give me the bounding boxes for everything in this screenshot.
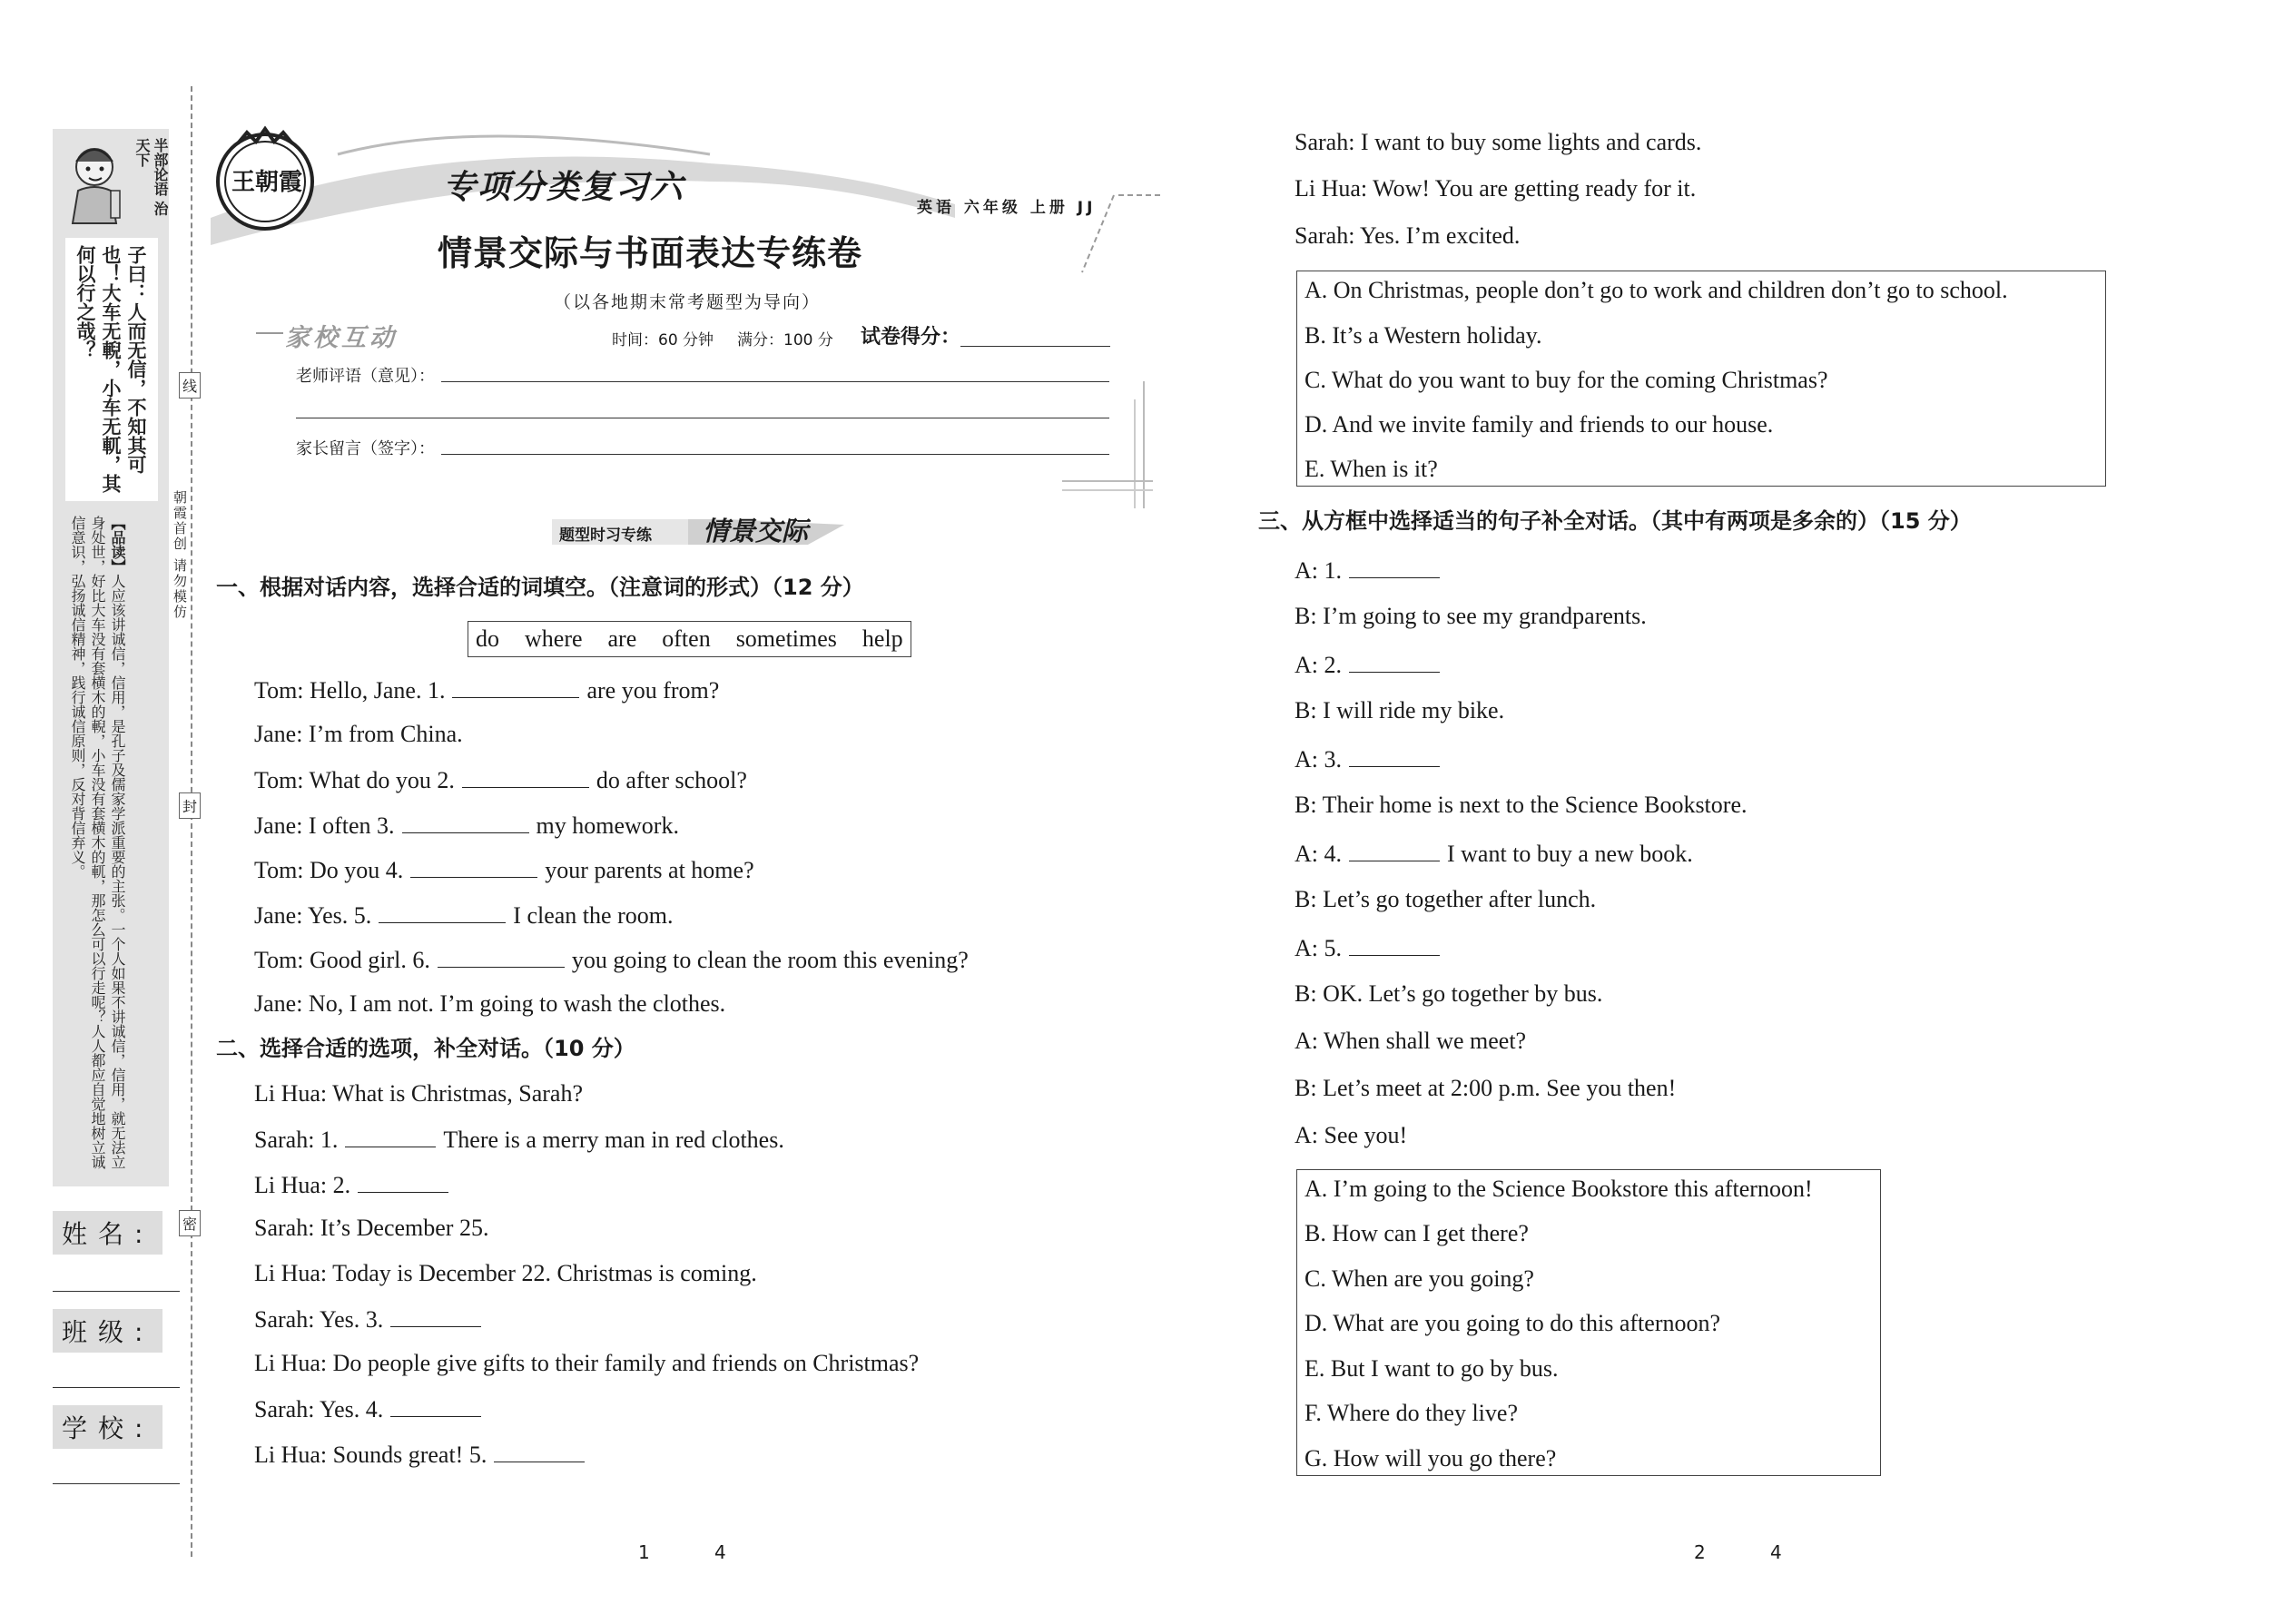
dialogue-text: A: When shall we meet? — [1295, 1028, 1527, 1054]
q1-line-8 — [254, 989, 725, 1019]
q1-line-7 — [254, 943, 969, 976]
score-label: 试卷得分： — [861, 326, 961, 349]
dialogue-text: Li Hua: Do people give gifts to their family and friends on Christmas? — [254, 1350, 920, 1376]
sidebar-reading-text — [67, 516, 127, 1178]
teacher-comment-label: 老师评语（意见）： — [296, 367, 435, 386]
side-note-vertical: 朝霞首创 请勿模仿 — [172, 490, 188, 620]
q2-line-2 — [254, 1123, 784, 1156]
cut-mark-secret: 密 — [179, 1210, 201, 1236]
dialogue-text: A: 2. — [1295, 652, 1342, 678]
dialogue-text: A: 5. — [1295, 935, 1342, 961]
q1-word: where — [525, 625, 583, 652]
left-page-number: 1 — [638, 1541, 650, 1563]
q1-line-4 — [254, 809, 679, 842]
dialogue-text: Jane: I’m from China. — [254, 721, 463, 747]
q2-line-8 — [254, 1393, 488, 1425]
dialogue-text: B: Let’s meet at 2:00 p.m. See you then! — [1295, 1075, 1677, 1101]
section-banner-big: 情景交际 — [703, 516, 809, 546]
answer-blank[interactable] — [1349, 743, 1440, 767]
q3-option: E. But I want to go by bus. — [1305, 1355, 1559, 1382]
teacher-comment-line[interactable] — [441, 381, 1109, 382]
answer-blank[interactable] — [452, 674, 579, 698]
q2-line-5 — [254, 1258, 757, 1289]
dialogue-text: your parents at home? — [545, 857, 754, 883]
q3-line-12 — [1295, 1073, 1676, 1104]
q3-option: G. How will you go there? — [1305, 1445, 1557, 1471]
q2-option: C. What do you want to buy for the coming Christmas? — [1305, 367, 1828, 393]
q3-line-2 — [1295, 601, 1647, 632]
parent-note-line[interactable] — [441, 454, 1109, 455]
q3-heading: 三、从方框中选择适当的句子补全对话。（其中有两项是多余的）（15 分） — [1258, 508, 1972, 534]
q2-line-6 — [254, 1303, 488, 1335]
answer-blank[interactable] — [1349, 931, 1440, 956]
sidebar-reading-tag: 【品读】 — [109, 516, 126, 574]
left-page-total: 4 — [714, 1541, 726, 1563]
dialogue-text: Sarah: It’s December 25. — [254, 1215, 489, 1241]
q1-line-2 — [254, 719, 463, 750]
q3-line-13 — [1295, 1120, 1407, 1151]
answer-blank[interactable] — [438, 943, 565, 968]
dialogue-text: do after school? — [596, 767, 747, 793]
q2-cont-line-3: Sarah: Yes. I’m excited. — [1295, 222, 1521, 249]
q3-option: D. What are you going to do this afternoon? — [1305, 1310, 1721, 1336]
confucius-avatar-icon — [56, 134, 134, 225]
home-school-label: 家校互动 — [285, 324, 398, 352]
header-frame-decor — [1062, 381, 1153, 517]
answer-blank[interactable] — [462, 763, 589, 788]
school-field-label: 学校: — [53, 1405, 162, 1449]
dialogue-text: A: 3. — [1295, 746, 1342, 773]
q1-line-1 — [254, 674, 719, 706]
dialogue-text: Sarah: Yes. 3. — [254, 1306, 384, 1333]
dialogue-text: Jane: No, I am not. I’m going to wash the clothes. — [254, 990, 726, 1017]
q2-heading: 二、选择合适的选项，补全对话。（10 分） — [216, 1036, 635, 1061]
school-field-line[interactable] — [53, 1483, 180, 1484]
series-title: 专项分类复习六 — [443, 169, 685, 206]
q3-line-7 — [1295, 837, 1693, 870]
answer-blank[interactable] — [410, 853, 537, 878]
score-info: 满分：100 分 — [737, 331, 833, 349]
q1-line-6 — [254, 899, 673, 931]
answer-blank[interactable] — [345, 1123, 436, 1147]
dialogue-text: Li Hua: Today is December 22. Christmas is coming. — [254, 1260, 757, 1286]
parent-note-label: 家长留言（签字）： — [296, 439, 435, 458]
dialogue-text: B: I will ride my bike. — [1295, 697, 1505, 723]
answer-blank[interactable] — [390, 1393, 481, 1417]
dialogue-text: A: See you! — [1295, 1122, 1408, 1148]
q3-line-6 — [1295, 790, 1747, 821]
q3-line-5 — [1295, 743, 1447, 775]
q3-line-9 — [1295, 931, 1447, 964]
name-field-line[interactable] — [53, 1291, 180, 1292]
q2-line-4 — [254, 1213, 488, 1244]
dialogue-text: my homework. — [536, 812, 679, 839]
dialogue-text: you going to clean the room this evening? — [571, 947, 969, 973]
q2-cont-line-2: Li Hua: Wow! You are getting ready for it. — [1295, 175, 1697, 202]
q3-line-10 — [1295, 979, 1602, 1009]
main-title: 情景交际与书面表达专练卷 — [438, 232, 863, 273]
q1-word: help — [861, 625, 903, 652]
q3-option: B. How can I get there? — [1305, 1220, 1529, 1246]
answer-blank[interactable] — [1349, 554, 1440, 578]
q1-word: do — [476, 625, 499, 652]
brand-logo-text: 王朝霞 — [231, 169, 302, 196]
q3-option: C. When are you going? — [1305, 1265, 1534, 1292]
right-page-total: 4 — [1770, 1541, 1782, 1563]
q2-cont-line-1: Sarah: I want to buy some lights and cards. — [1295, 129, 1702, 155]
q3-line-1 — [1295, 554, 1447, 586]
home-school-rule — [256, 332, 283, 334]
dialogue-text: I want to buy a new book. — [1447, 841, 1693, 867]
q2-line-7 — [254, 1348, 919, 1379]
dialogue-text: A: 1. — [1295, 557, 1342, 584]
q1-heading: 一、根据对话内容，选择合适的词填空。（注意词的形式）（12 分） — [216, 575, 864, 600]
answer-blank[interactable] — [1349, 648, 1440, 673]
dialogue-text: Tom: Hello, Jane. 1. — [254, 677, 446, 704]
dialogue-text: I clean the room. — [513, 902, 674, 929]
q1-word: often — [662, 625, 711, 652]
dialogue-text: Tom: What do you 2. — [254, 767, 455, 793]
q2-option: B. It’s a Western holiday. — [1305, 322, 1542, 349]
sidebar-quote-main: 子曰：人而无信，不知其可也！大车无輗，小车无軏，其何以行之哉？ — [74, 245, 147, 493]
dialogue-text: Li Hua: Sounds great! 5. — [254, 1442, 487, 1468]
dialogue-text: Sarah: Yes. 4. — [254, 1396, 384, 1422]
dialogue-text: Tom: Do you 4. — [254, 857, 404, 883]
section-banner-small: 题型时习专练 — [559, 527, 652, 545]
class-field-label: 班级: — [53, 1309, 162, 1353]
q3-line-3 — [1295, 648, 1447, 681]
q2-option: D. And we invite family and friends to our house. — [1305, 411, 1774, 438]
q2-option: A. On Christmas, people don’t go to work and children don’t go to school. — [1305, 277, 2008, 303]
subtitle: （以各地期末常考题型为导向） — [554, 292, 822, 312]
time-info: 时间：60 分钟 — [612, 331, 714, 349]
q3-option: F. Where do they live? — [1305, 1400, 1518, 1426]
q2-line-3 — [254, 1168, 456, 1201]
q2-line-1 — [254, 1078, 583, 1109]
dialogue-text: Tom: Good girl. 6. — [254, 947, 430, 973]
dialogue-text: Jane: I often 3. — [254, 812, 395, 839]
class-field-line[interactable] — [53, 1387, 180, 1388]
dialogue-text: Li Hua: What is Christmas, Sarah? — [254, 1080, 584, 1107]
dialogue-text: Jane: Yes. 5. — [254, 902, 372, 929]
name-field-label: 姓名: — [53, 1211, 162, 1255]
q1-line-5 — [254, 853, 754, 886]
answer-blank[interactable] — [494, 1438, 585, 1462]
sidebar-reading-body: 人应该讲诚信，信用，是孔子及儒家学派重要的主张。一个人如果不讲诚信，信用，就无法立身处世，好比大车没有套横木的輗，小车没有套横木的軏，那怎么可以行走呢？人人都应自觉地树立诚信意识，弘扬诚信精神，践行诚信原则，反对背信弃义。 — [69, 516, 126, 1169]
score-input-line[interactable] — [960, 346, 1110, 347]
cut-line — [191, 86, 192, 1557]
cut-mark-line: 线 — [179, 372, 201, 399]
answer-blank[interactable] — [1349, 837, 1440, 861]
q3-line-11 — [1295, 1026, 1526, 1057]
q3-option: A. I’m going to the Science Bookstore this afternoon! — [1305, 1176, 1813, 1202]
dialogue-text: B: Their home is next to the Science Bookstore. — [1295, 792, 1748, 818]
q2-line-9 — [254, 1438, 592, 1471]
cut-mark-seal: 封 — [179, 792, 201, 819]
dialogue-text: B: I’m going to see my grandparents. — [1295, 603, 1647, 629]
dialogue-text: B: Let’s go together after lunch. — [1295, 886, 1597, 912]
dialogue-text: There is a merry man in red clothes. — [443, 1127, 784, 1153]
dialogue-text: are you from? — [586, 677, 720, 704]
q2-options-box — [1296, 271, 2106, 487]
answer-blank[interactable] — [358, 1168, 448, 1193]
sidebar-brand-vertical: 半部论语 治天下 — [133, 138, 169, 216]
q1-line-3 — [254, 763, 747, 796]
q2-option: E. When is it? — [1305, 456, 1438, 482]
grade-tag: 英语 六年级 上册 JJ — [917, 199, 1097, 217]
dialogue-text: Li Hua: 2. — [254, 1172, 351, 1198]
q3-options-box — [1296, 1169, 1881, 1476]
q1-word-box — [468, 621, 911, 657]
q1-word: are — [607, 625, 637, 652]
answer-blank[interactable] — [379, 899, 506, 923]
dialogue-text: Sarah: 1. — [254, 1127, 339, 1153]
right-page-number: 2 — [1694, 1541, 1706, 1563]
q1-word: sometimes — [735, 625, 837, 652]
answer-blank[interactable] — [402, 809, 529, 833]
q3-line-4 — [1295, 695, 1504, 726]
dialogue-text: B: OK. Let’s go together by bus. — [1295, 980, 1603, 1007]
answer-blank[interactable] — [390, 1303, 481, 1327]
q3-line-8 — [1295, 884, 1596, 915]
dialogue-text: A: 4. — [1295, 841, 1342, 867]
